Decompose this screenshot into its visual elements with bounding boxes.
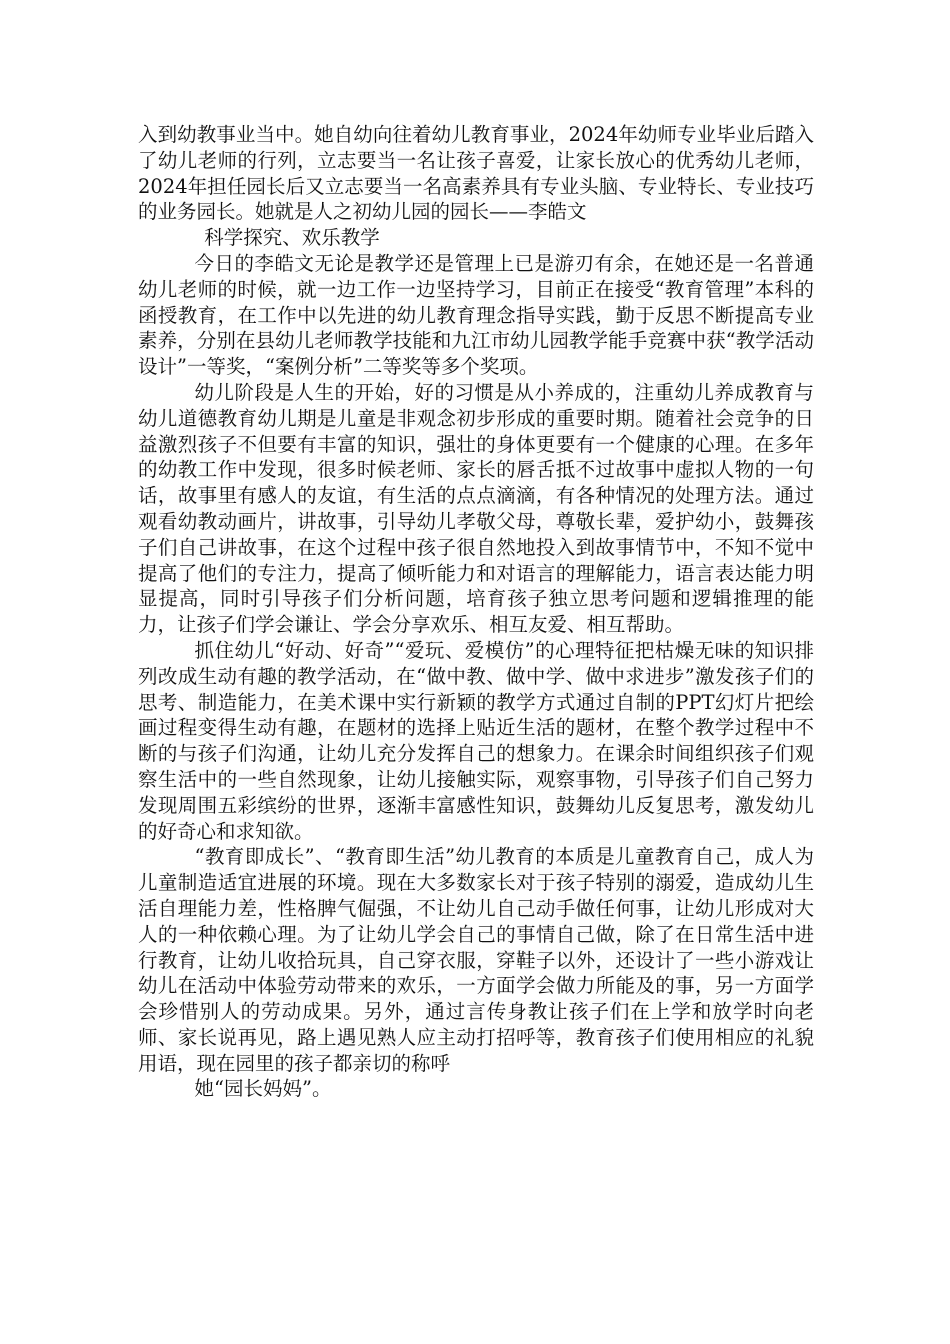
paragraph-teaching: 抓住幼儿“好动、好奇”“爱玩、爱模仿”的心理特征把枯燥无味的知识排列改成生动有趣的教学活动，在“做中教、做中学、做中求进步”激发孩子们的思考、制造能力，在美术课中实行新颖的教学方式通过自制的PPT幻灯片把绘画过程变得生动有趣，在题材的选择上贴近生活的题材，在整个教学过程中不断的与孩子们沟通，让幼儿充分发挥自己的想象力。在课余时间组织孩子们观察生活中的一些自然现象，让幼儿接触实际，观察事物，引导孩子们自己努力发现周围五彩缤纷的世界，逐渐丰富感性知识，鼓舞幼儿反复思考，激发幼儿的好奇心和求知欲。 <box>138 638 814 843</box>
paragraph-study: 今日的李皓文无论是教学还是管理上已是游刃有余，在她还是一名普通幼儿老师的时候，就一边工作一边坚持学习，目前正在接受“教育管理”本科的函授教育，在工作中以先进的幼儿教育理念指导实践，勤于反思不断提高专业素养，分别在县幼儿老师教学技能和九江市幼儿园教学能手竞赛中获“教学活动设计”一等奖，“案例分析”二等奖等多个奖项。 <box>138 251 814 379</box>
section-heading: 科学探究、欢乐教学 <box>204 226 380 250</box>
paragraph-intro: 入到幼教事业当中。她自幼向往着幼儿教育事业，2024年幼师专业毕业后踏入了幼儿老师的行列，立志要当一名让孩子喜爱，让家长放心的优秀幼儿老师，2024年担任园长后又立志要当一名高素养具有专业头脑、专业特长、专业技巧的业务园长。她就是人之初幼儿园的园长——李皓文 <box>138 123 814 224</box>
paragraph-habits: 幼儿阶段是人生的开始，好的习惯是从小养成的，注重幼儿养成教育与幼儿道德教育幼儿期是儿童是非观念初步形成的重要时期。随着社会竞争的日益激烈孩子不但要有丰富的知识，强壮的身体更要有一个健康的心理。在多年的幼教工作中发现，很多时候老师、家长的唇舌抵不过故事中虚拟人物的一句话，故事里有感人的友谊，有生活的点点滴滴，有各种情况的处理方法。通过观看幼教动画片，讲故事，引导幼儿孝敬父母，尊敬长辈，爱护幼小，鼓舞孩子们自己讲故事，在这个过程中孩子很自然地投入到故事情节中，不知不觉中提高了他们的专注力，提高了倾听能力和对语言的理解能力，语言表达能力明显提高，同时引导孩子们分析问题，培育孩子独立思考问题和逻辑推理的能力，让孩子们学会谦让、学会分享欢乐、相互友爱、相互帮助。 <box>138 380 814 637</box>
paragraph-growth: “教育即成长”、“教育即生活”幼儿教育的本质是儿童教育自己，成人为儿童制造适宜进展的环境。现在大多数家长对于孩子特别的溺爱，造成幼儿生活自理能力差，性格脾气倔强，不让幼儿自己动手做任何事，让幼儿形成对大人的一种依赖心理。为了让幼儿学会自己的事情自己做，除了在日常生活中进行教育，让幼儿收拾玩具，自己穿衣服，穿鞋子以外，还设计了一些小游戏让幼儿在活动中体验劳动带来的欢乐，一方面学会做力所能及的事，另一方面学会珍惜别人的劳动成果。另外，通过言传身教让孩子们在上学和放学时向老师、家长说再见，路上遇见熟人应主动打招呼等，教育孩子们使用相应的礼貌用语，现在园里的孩子都亲切的称呼 <box>138 845 814 1075</box>
paragraph-closing: 她“园长妈妈”。 <box>194 1077 332 1101</box>
document-body <box>138 122 814 1102</box>
